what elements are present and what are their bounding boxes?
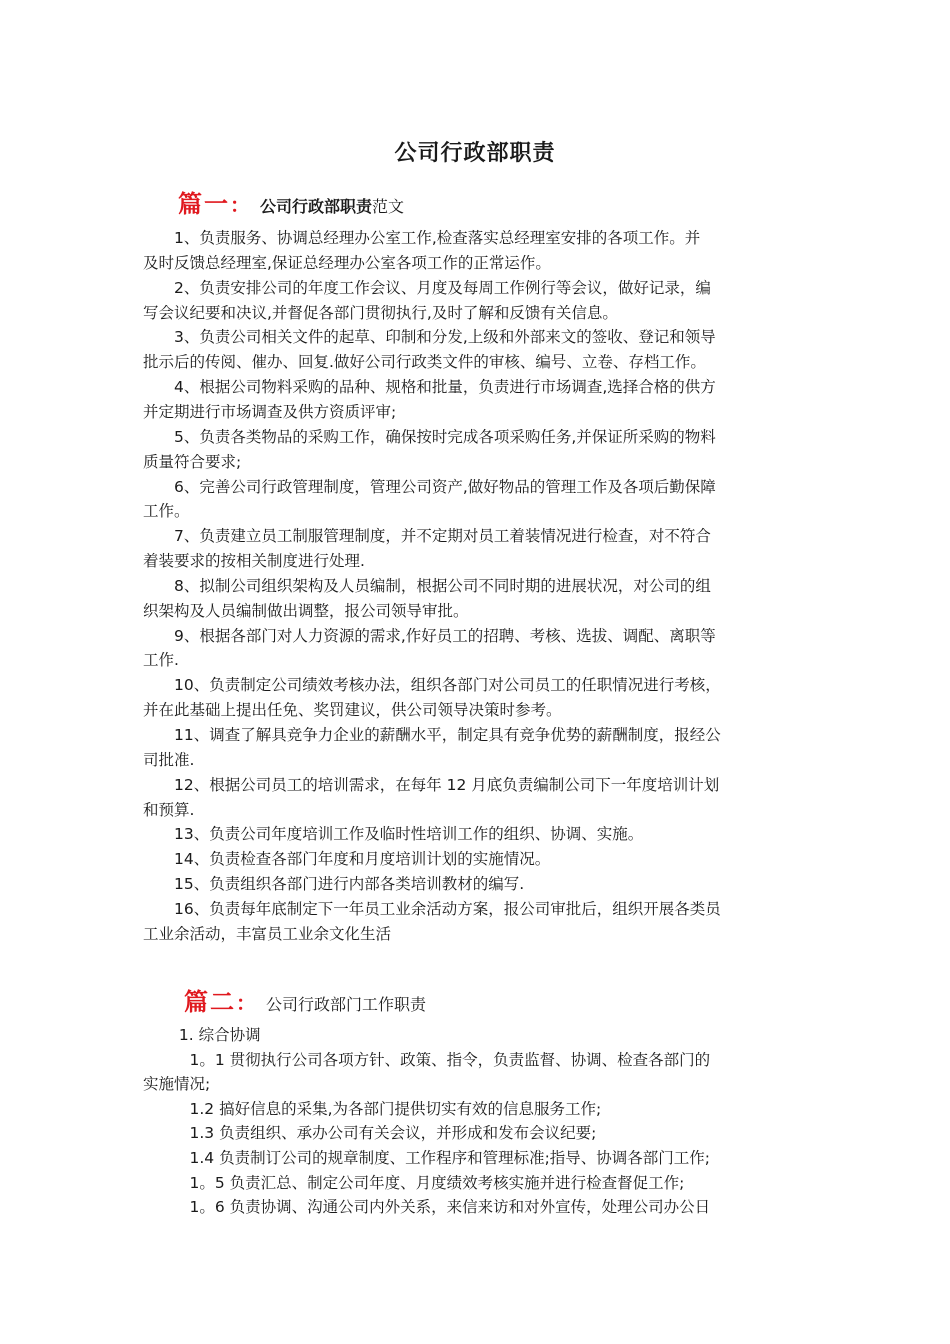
text-line: 工作. [143,651,179,670]
text-line: 4、根据公司物料采购的品种、规格和批量，负责进行市场调查,选择合格的供方 [143,378,716,397]
text-line: 6、完善公司行政管理制度，管理公司资产,做好物品的管理工作及各项后勤保障 [143,477,716,496]
text-line: 批示后的传阅、催办、回复.做好公司行政类文件的审核、编号、立卷、存档工作。 [143,353,706,372]
text-line: 工作。 [143,502,190,521]
text-line: 1、负责服务、协调总经理办公室工作,检查落实总经理室安排的各项工作。并 [143,229,701,247]
text-line: 司批准. [143,750,195,769]
section-2-label: 篇二 [184,988,236,1016]
section-1-title: 公司行政部职责 [260,197,373,216]
text-line: 11、调查了解具竞争力企业的薪酬水平，制定具有竞争优势的薪酬制度，报经公 [143,726,721,744]
text-line: 12、根据公司员工的培训需求，在每年 12 月底负责编制公司下一年度培训计划 [143,775,720,794]
text-line: 写会议纪要和决议,并督促各部门贯彻执行,及时了解和反馈有关信息。 [143,303,618,322]
section-1-label: 篇一 [178,190,230,218]
text-line: 1。1 贯彻执行公司各项方针、政策、指令，负责监督、协调、检查各部门的 [143,1050,711,1069]
text-line: 2、负责安排公司的年度工作会议、月度及每周工作例行等会议，做好记录，编 [143,278,711,297]
text-line: 和预算. [143,800,195,819]
section-1-colon: ： [230,193,250,217]
text-line: 质量符合要求; [143,452,242,471]
text-line: 1. 综合协调 [143,1026,261,1044]
text-line: 10、负责制定公司绩效考核办法，组织各部门对公司员工的任职情况进行考核， [143,676,721,695]
text-line: 16、负责每年底制定下一年员工业余活动方案，报公司审批后，组织开展各类员 [143,899,721,918]
text-line: 15、负责组织各部门进行内部各类培训教材的编写. [143,875,525,894]
page-title: 公司行政部职责 [394,141,556,166]
text-line: 8、拟制公司组织架构及人员编制，根据公司不同时期的进展状况，对公司的组 [143,576,711,595]
text-line: 织架构及人员编制做出调整，报公司领导审批。 [143,601,469,620]
text-line: 13、负责公司年度培训工作及临时性培训工作的组织、协调、实施。 [143,825,644,844]
text-line: 1。6 负责协调、沟通公司内外关系，来信来访和对外宣传，处理公司办公日 [143,1198,711,1217]
text-line: 9、根据各部门对人力资源的需求,作好员工的招聘、考核、选拔、调配、离职等 [143,626,716,645]
section-2-colon: ： [236,991,256,1015]
text-line: 3、负责公司相关文件的起草、印制和分发,上级和外部来文的签收、登记和领导 [143,328,716,347]
text-line: 工业余活动，丰富员工业余文化生活 [143,924,392,943]
section-2-title: 公司行政部门工作职责 [266,995,427,1014]
text-line: 7、负责建立员工制服管理制度，并不定期对员工着装情况进行检查，对不符合 [143,527,711,546]
text-line: 1。5 负责汇总、制定公司年度、月度绩效考核实施并进行检查督促工作; [143,1173,685,1192]
text-line: 1.4 负责制订公司的规章制度、工作程序和管理标准;指导、协调各部门工作; [143,1149,711,1167]
section-1-title-suffix: 范文 [372,197,405,216]
text-line: 1.2 搞好信息的采集,为各部门提供切实有效的信息服务工作; [143,1099,602,1118]
text-line: 14、负责检查各部门年度和月度培训计划的实施情况。 [143,850,551,869]
section-2-heading [184,982,426,1017]
text-line: 1.3 负责组织、承办公司有关会议，并形成和发布会议纪要; [143,1124,597,1143]
text-line: 实施情况; [143,1075,211,1094]
section-1-heading [178,184,404,219]
text-line: 并在此基础上提出任免、奖罚建议，供公司领导决策时参考。 [143,701,562,720]
text-line: 及时反馈总经理室,保证总经理办公室各项工作的正常运作。 [143,253,551,272]
text-line: 着装要求的按相关制度进行处理. [143,552,365,571]
text-line: 并定期进行市场调查及供方资质评审; [143,402,397,421]
text-line: 5、负责各类物品的采购工作，确保按时完成各项采购任务,并保证所采购的物料 [143,427,716,446]
